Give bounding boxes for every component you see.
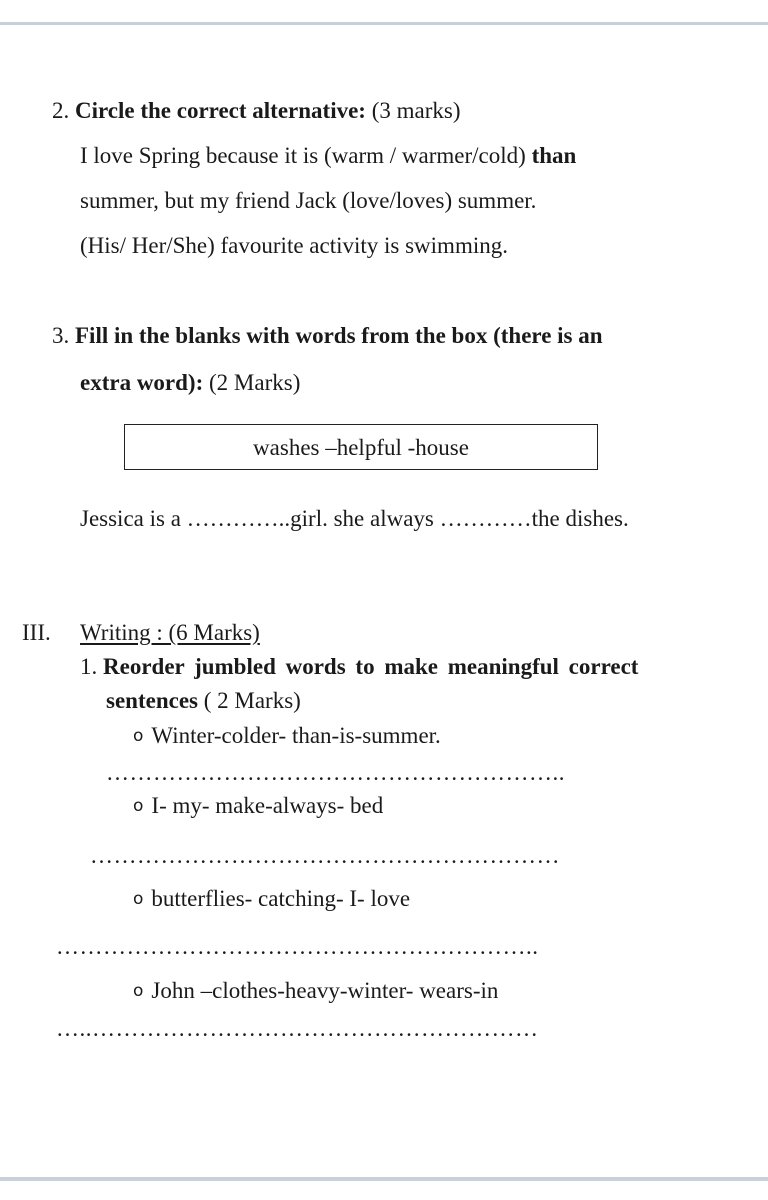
s3-q1-number: 1. xyxy=(80,654,98,679)
bullet-icon: o xyxy=(133,889,144,909)
list-item-text: I- my- make-always- bed xyxy=(151,793,384,818)
s3-q1-title-line-1: Reorder jumbled words to make meaningful correct xyxy=(103,654,639,679)
q3-title-line-2: extra word): xyxy=(80,370,204,395)
answer-line[interactable]: …..………………………………………………… xyxy=(56,1016,539,1041)
section-3-numeral: III. xyxy=(22,620,51,645)
section-3-heading: Writing : (6 Marks) xyxy=(80,620,260,645)
q2-line-1-text: I love Spring because it is (warm / warmer/cold) xyxy=(80,143,532,168)
list-item-text: butterflies- catching- I- love xyxy=(151,886,411,911)
bullet-icon: o xyxy=(133,796,144,816)
q2-marks: (3 marks) xyxy=(371,98,461,123)
bullet-icon: o xyxy=(133,726,144,746)
list-item xyxy=(133,794,383,817)
q2-number: 2. xyxy=(52,98,70,123)
list-item-text: John –clothes-heavy-winter- wears-in xyxy=(151,978,499,1003)
q3-heading-line-2 xyxy=(80,371,300,394)
q3-heading-line-1 xyxy=(52,324,603,347)
answer-line[interactable]: ………………………………………………….. xyxy=(106,760,565,785)
s3-q1-title-line-2: sentences xyxy=(106,688,198,713)
q2-line-1 xyxy=(80,144,576,167)
s3-q1-heading-line-2 xyxy=(106,689,301,712)
q2-line-3: (His/ Her/She) favourite activity is swimming. xyxy=(80,233,508,258)
word-box xyxy=(124,424,598,470)
bullet-icon: o xyxy=(133,981,144,1001)
q2-title: Circle the correct alternative: xyxy=(75,98,366,123)
word-box-text: washes –helpful -house xyxy=(253,435,469,460)
q3-title-line-1: Fill in the blanks with words from the box (there is an xyxy=(75,323,603,348)
answer-line[interactable]: …………………………………………………… xyxy=(90,843,560,868)
q2-line-2: summer, but my friend Jack (love/loves) summer. xyxy=(80,188,537,213)
page-top-edge xyxy=(0,22,768,25)
answer-line[interactable]: …………………………………………………….. xyxy=(56,934,539,959)
list-item xyxy=(133,724,441,747)
page-bottom-edge xyxy=(0,1177,768,1181)
list-item-text: Winter-colder- than-is-summer. xyxy=(151,723,441,748)
s3-q1-marks: ( 2 Marks) xyxy=(203,688,301,713)
q3-marks: (2 Marks) xyxy=(209,370,301,395)
list-item xyxy=(133,887,410,910)
s3-q1-heading-line-1 xyxy=(80,655,638,678)
list-item xyxy=(133,979,498,1002)
q3-sentence: Jessica is a …………..girl. she always …………the dishes. xyxy=(80,506,629,531)
q2-heading xyxy=(52,99,461,122)
q3-number: 3. xyxy=(52,323,70,348)
q2-line-1-bold: than xyxy=(531,143,577,168)
